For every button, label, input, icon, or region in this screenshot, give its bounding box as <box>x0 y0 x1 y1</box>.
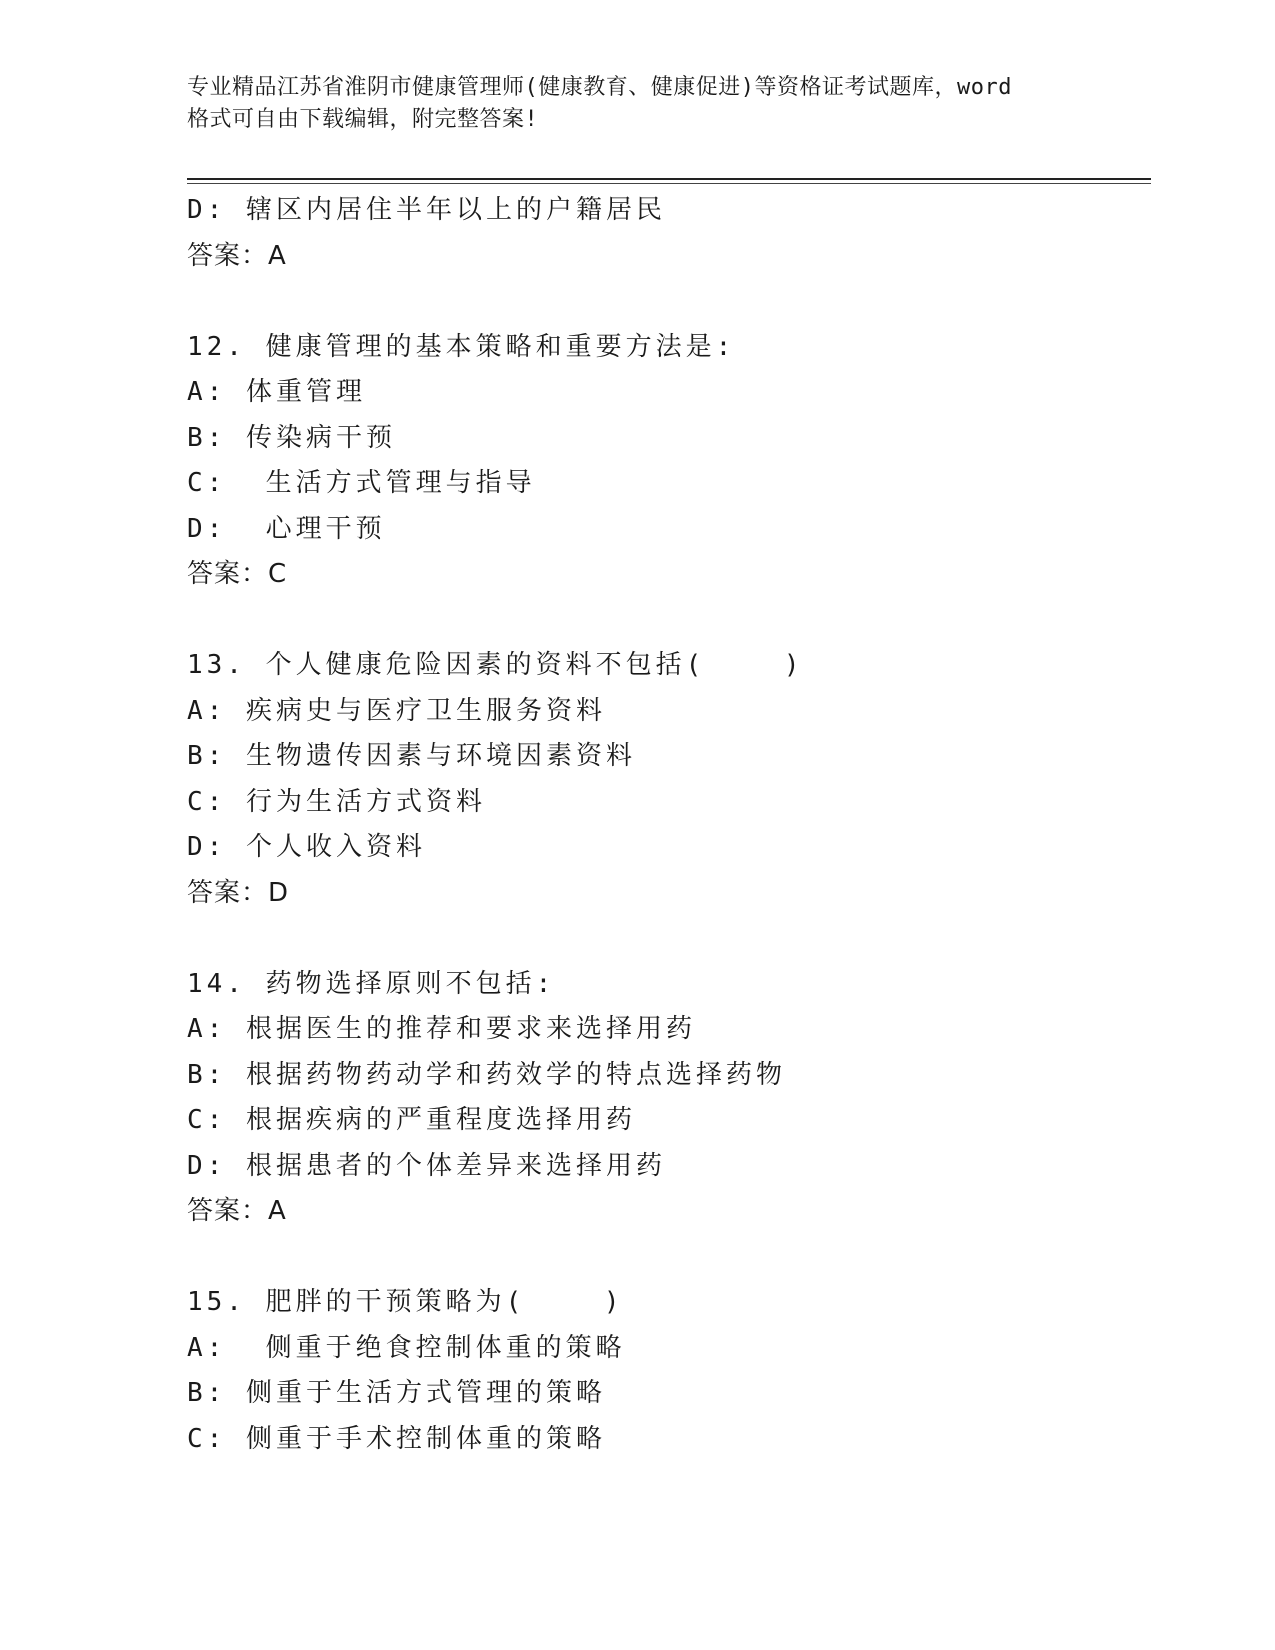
question-list <box>187 188 1147 1462</box>
question-12-stem: 12. 健康管理的基本策略和重要方法是: <box>187 331 736 362</box>
question-14-option-a: A: 根据医生的推荐和要求来选择用药 <box>187 1014 696 1044</box>
question-13-option-a: A: 疾病史与医疗卫生服务资料 <box>187 695 606 726</box>
question-12-option-c: C: 生活方式管理与指导 <box>187 468 536 498</box>
question-15-option-b: B: 侧重于生活方式管理的策略 <box>187 1378 606 1408</box>
question-14-option-d: D: 根据患者的个体差异来选择用药 <box>187 1150 666 1181</box>
answer-line: 答案：A <box>187 240 287 271</box>
question-13-option-d: D: 个人收入资料 <box>187 832 426 862</box>
question-13-option-b: B: 生物遗传因素与环境因素资料 <box>187 741 636 771</box>
question-13-answer: 答案：D <box>187 877 290 908</box>
question-14-answer: 答案：A <box>187 1196 287 1226</box>
question-14-option-b: B: 根据药物药动学和药效学的特点选择药物 <box>187 1059 786 1090</box>
question-12-option-a: A: 体重管理 <box>187 377 366 407</box>
question-12-option-b: B: 传染病干预 <box>187 422 396 453</box>
question-12-answer: 答案：C <box>187 559 288 589</box>
question-12-option-d: D: 心理干预 <box>187 513 386 544</box>
question-15-stem: 15. 肥胖的干预策略为( ) <box>187 1287 624 1317</box>
document-header <box>187 72 1087 136</box>
question-13-stem: 13. 个人健康危险因素的资料不包括( ) <box>187 650 804 680</box>
spacer <box>187 916 1147 962</box>
header-line-2: 格式可自由下载编辑，附完整答案! <box>187 107 539 132</box>
question-14-option-c: C: 根据疾病的严重程度选择用药 <box>187 1105 636 1135</box>
spacer <box>187 279 1147 325</box>
question-15-option-a: A: 侧重于绝食控制体重的策略 <box>187 1332 626 1363</box>
option-d: D: 辖区内居住半年以上的户籍居民 <box>187 195 666 225</box>
question-15-option-c: C: 侧重于手术控制体重的策略 <box>187 1423 606 1454</box>
header-divider-thick <box>187 178 1151 180</box>
header-line-1: 专业精品江苏省淮阴市健康管理师(健康教育、健康促进)等资格证考试题库，word <box>187 75 1012 100</box>
spacer <box>187 598 1147 644</box>
header-divider-thin <box>187 183 1151 184</box>
spacer <box>187 1235 1147 1281</box>
question-13-option-c: C: 行为生活方式资料 <box>187 786 486 817</box>
question-14-stem: 14. 药物选择原则不包括: <box>187 968 556 999</box>
